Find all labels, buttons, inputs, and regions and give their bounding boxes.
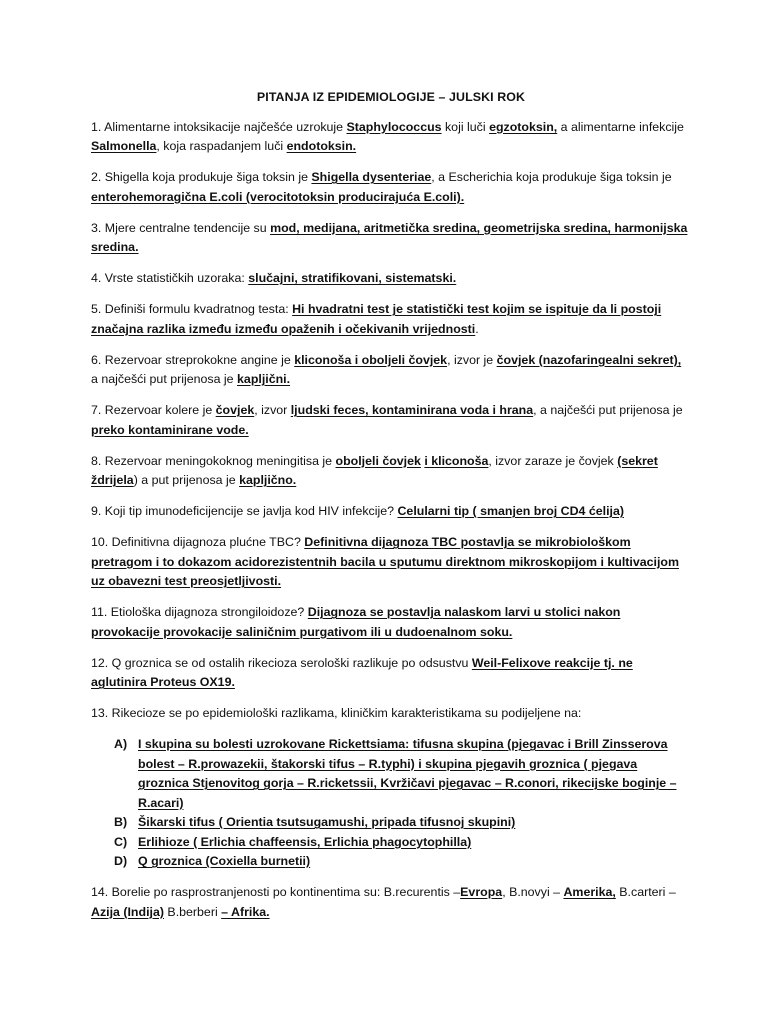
rickettsia-sublist bbox=[91, 735, 691, 872]
answer-text: mod, medijana, aritmetička sredina, geometrijska sredina, harmonijska sredina. bbox=[91, 220, 688, 254]
question-10 bbox=[91, 533, 691, 592]
answer-text: kliconoša i oboljeli čovjek bbox=[294, 352, 448, 367]
answer-text: Definitivna dijagnoza TBC postavlja se mikrobiološkom pretragom i to dokazom acidorezistentnih bacila u sputumu direktnom mikroskopijom i kultivacijom uz obavezni test preosjetljivosti. bbox=[91, 535, 679, 588]
answer-text: Evropa bbox=[460, 885, 503, 899]
question-text: 6. Rezervoar streprokokne angine je bbox=[91, 352, 295, 367]
question-text: 10. Definitivna dijagnoza plućne TBC? bbox=[91, 535, 305, 549]
question-text: 3. Mjere centralne tendencije su bbox=[91, 220, 271, 235]
answer-text: egzotoksin, bbox=[489, 119, 558, 134]
answer-text: Weil-Felixove reakcije tj. ne aglutinira Proteus OX19. bbox=[91, 655, 633, 689]
question-9 bbox=[91, 502, 691, 522]
question-list bbox=[91, 118, 691, 724]
answer-text: (sekret ždrijela bbox=[91, 453, 658, 487]
question-text: 9. Koji tip imunodeficijencije se javlja kod HIV infekcije? bbox=[91, 504, 398, 518]
question-4 bbox=[91, 269, 691, 289]
question-3 bbox=[91, 219, 691, 258]
answer-text: Azija (Indija) bbox=[91, 904, 164, 919]
question-text: 8. Rezervoar meningokoknog meningitisa je bbox=[91, 453, 336, 468]
answer-text: – Afrika. bbox=[221, 904, 270, 919]
question-text: ) a put prijenosa je bbox=[133, 473, 240, 487]
question-text: B.berberi bbox=[163, 904, 222, 919]
question-2 bbox=[91, 168, 691, 207]
question-11 bbox=[91, 603, 691, 642]
answer-text: endotoksin. bbox=[286, 139, 357, 153]
question-text: 7. Rezervoar kolere je bbox=[91, 403, 216, 417]
answer-text: čovjek (nazofaringealni sekret), bbox=[496, 352, 682, 367]
question-text: 11. Etiološka dijagnoza strongiloidoze? bbox=[91, 605, 308, 619]
sub-item-list bbox=[91, 735, 691, 872]
answer-text: oboljeli čovjek bbox=[335, 453, 421, 468]
question-12 bbox=[91, 654, 691, 693]
sub-item-label: D) bbox=[114, 854, 128, 868]
answer-text: Amerika, bbox=[563, 885, 616, 899]
sub-item bbox=[91, 813, 691, 833]
answer-text: kapljično. bbox=[239, 473, 297, 487]
answer-text: Shigella dysenteriae bbox=[311, 170, 432, 184]
question-14 bbox=[91, 883, 691, 922]
question-text: , izvor zaraze je čovjek bbox=[488, 453, 618, 468]
answer-text: Celularni tip ( smanjen broj CD4 ćelija) bbox=[397, 504, 625, 518]
sub-item bbox=[91, 852, 691, 872]
question-text: koji luči bbox=[441, 119, 490, 134]
question-5 bbox=[91, 300, 691, 339]
sub-item-text: Šikarski tifus ( Orientia tsutsugamushi, pripada tifusnoj skupini) bbox=[138, 815, 516, 829]
question-text: . bbox=[475, 321, 479, 336]
question-text: 13. Rikecioze se po epidemiološki razlikama, kliničkim karakteristikama su podijeljene na: bbox=[91, 706, 582, 720]
answer-text: slučajni, stratifikovani, sistematski. bbox=[248, 271, 457, 285]
question-text: 5. Definiši formulu kvadratnog testa: bbox=[91, 302, 293, 316]
question-text: 2. Shigella koja produkuje šiga toksin je bbox=[91, 170, 312, 184]
question-text: B.carteri – bbox=[615, 885, 676, 899]
question-13 bbox=[91, 704, 691, 724]
question-text: 1. Alimentarne intoksikacije najčešće uzrokuje bbox=[91, 119, 347, 134]
question-text: 14. Borelie po rasprostranjenosti po kontinentima su: B.recurentis – bbox=[91, 885, 461, 899]
document-title: PITANJA IZ EPIDEMIOLOGIJE – JULSKI ROK bbox=[256, 90, 526, 104]
question-8 bbox=[91, 452, 691, 491]
sub-item bbox=[91, 833, 691, 853]
document-page bbox=[91, 88, 691, 934]
answer-text: ljudski feces, kontaminirana voda i hrana bbox=[290, 403, 534, 417]
sub-item-label: A) bbox=[114, 737, 128, 751]
sub-item-label: B) bbox=[114, 815, 128, 829]
answer-text: i kliconoša bbox=[424, 453, 489, 468]
question-text: , izvor je bbox=[447, 352, 497, 367]
answer-text: čovjek bbox=[215, 403, 255, 417]
question-text: , a najčešći put prijenosa je bbox=[533, 403, 683, 417]
question-text: , a Escherichia koja produkuje šiga toksin je bbox=[431, 170, 672, 184]
question-text: , koja raspadanjem luči bbox=[156, 139, 287, 153]
answer-text: Salmonella bbox=[91, 139, 157, 153]
sub-item-text: Erlihioze ( Erlichia chaffeensis, Erlichia phagocytophilla) bbox=[138, 834, 472, 849]
question-text: , B.novyi – bbox=[502, 885, 564, 899]
question-1 bbox=[91, 118, 691, 157]
question-text: 4. Vrste statističkih uzoraka: bbox=[91, 271, 249, 285]
sub-item bbox=[91, 735, 691, 813]
question-text: a najčešći put prijenosa je bbox=[91, 372, 238, 386]
sub-item-text: Q groznica (Coxiella burnetii) bbox=[138, 854, 311, 868]
question-7 bbox=[91, 401, 691, 440]
question-text: , izvor bbox=[254, 403, 291, 417]
question-text: a alimentarne infekcije bbox=[557, 119, 684, 134]
answer-text: Dijagnoza se postavlja nalaskom larvi u stolici nakon provokacije provokacije saliničnim purgativom ili u dudoenalnom soku. bbox=[91, 605, 621, 639]
sub-item-text: I skupina su bolesti uzrokovane Rickettsiama: tifusna skupina (pjegavac i Brill Zinsserova bolest – R.prowazekii, štakorski tifus – R.typhi) i skupina pjegavih groznica ( pjegava groznica Stjenovitog gorja – R.ricketssii, Kvržičavi pjegavac – R.conori, rikecijske boginje – R.acari) bbox=[138, 737, 677, 810]
answer-text: preko kontaminirane vode. bbox=[91, 422, 249, 437]
answer-text: Staphylococcus bbox=[346, 119, 442, 134]
question-text: 12. Q groznica se od ostalih rikecioza serološki razlikuje po odsustvu bbox=[91, 655, 472, 670]
sub-item-label: C) bbox=[114, 834, 128, 849]
answer-text: Hi hvadratni test je statistički test kojim se ispituje da li postoji značajna razlika između između opaženih i očekivanih vrijednosti bbox=[91, 302, 662, 336]
question-6 bbox=[91, 351, 691, 390]
answer-text: enterohemoragična E.coli (verocitotoksin producirajuća E.coli). bbox=[91, 189, 465, 204]
answer-text: kapljični. bbox=[237, 372, 291, 386]
